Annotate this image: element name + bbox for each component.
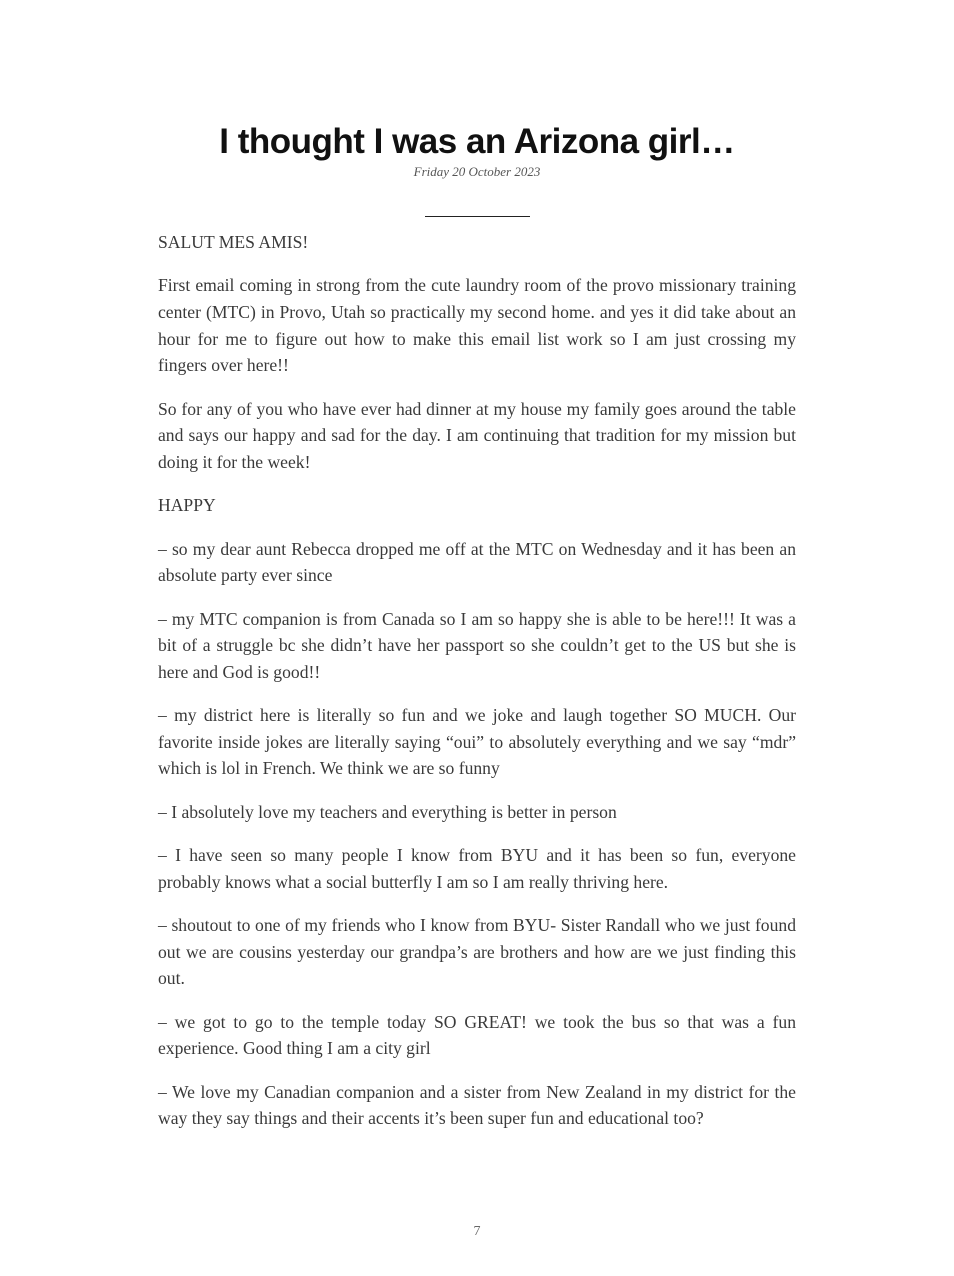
body-paragraph: First email coming in strong from the cute laundry room of the provo missionary training center (MTC) in Provo, Utah so practically my second home. and yes it did take about an hour for me to figure out how to make this email list work so I am just crossing my fingers over here!! [158, 275, 796, 376]
title-divider [425, 216, 530, 217]
section-heading-happy: HAPPY [158, 495, 216, 516]
post-date: Friday 20 October 2023 [413, 164, 541, 179]
list-item: – I absolutely love my teachers and everything is better in person [158, 801, 617, 822]
list-item: – we got to go to the temple today SO GREAT! we took the bus so that was a fun experience. Good thing I am a city girl [158, 1011, 796, 1059]
list-item: – my district here is literally so fun and we joke and laugh together SO MUCH. Our favorite inside jokes are literally saying “oui” to absolutely everything and we say “mdr” which is lol in French. We think we are so funny [158, 705, 796, 779]
list-item: – We love my Canadian companion and a sister from New Zealand in my district for the way they say things and their accents it’s been super fun and educational too? [158, 1081, 796, 1129]
post-body [158, 229, 796, 1149]
list-item: – so my dear aunt Rebecca dropped me off at the MTC on Wednesday and it has been an absolute party ever since [158, 538, 796, 586]
post-title: I thought I was an Arizona girl… [219, 122, 735, 161]
list-item: – shoutout to one of my friends who I know from BYU- Sister Randall who we just found out we are cousins yesterday our grandpa’s are brothers and how are we just finding this out. [158, 915, 796, 989]
greeting-paragraph: SALUT MES AMIS! [158, 232, 309, 252]
body-paragraph: So for any of you who have ever had dinner at my house my family goes around the table and says our happy and sad for the day. I am continuing that tradition for my mission but doing it for the week! [158, 398, 796, 472]
list-item: – my MTC companion is from Canada so I am so happy she is able to be here!!! It was a bit of a struggle bc she didn’t have her passport so she couldn’t get to the US but she is here and God is good!! [158, 608, 796, 682]
page-number: 7 [473, 1224, 481, 1239]
list-item: – I have seen so many people I know from BYU and it has been so fun, everyone probably knows what a social butterfly I am so I am really thriving here. [158, 845, 796, 892]
